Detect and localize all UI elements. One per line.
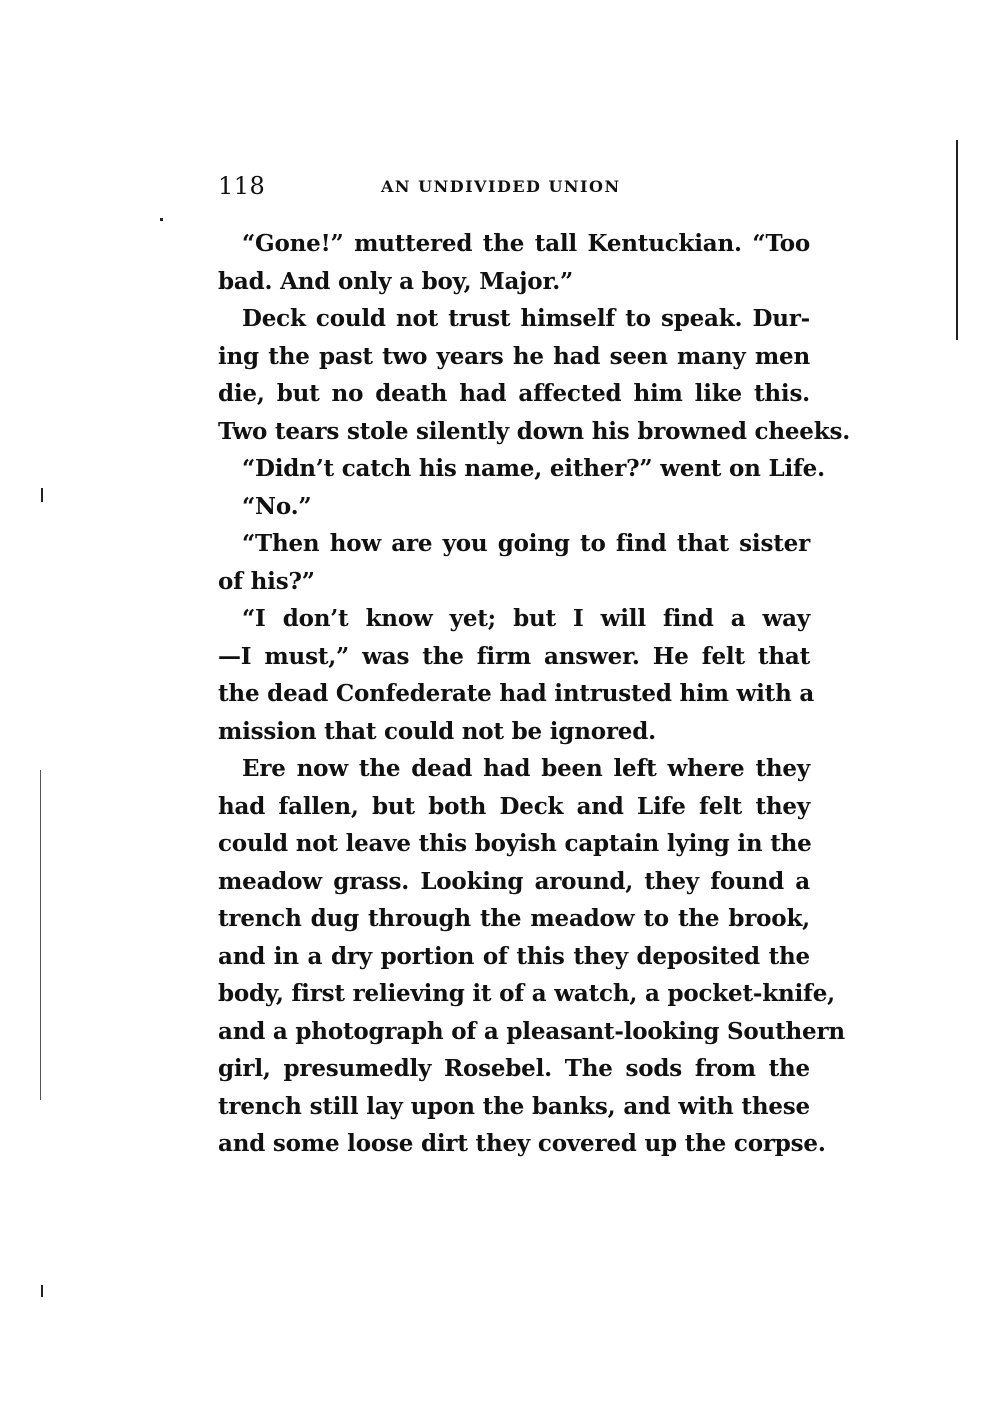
text-line: and a photograph of a pleasant-looking Southern (218, 1017, 845, 1045)
page-number: 118 (218, 172, 266, 200)
text-line: bad. And only a boy, Major.” (218, 267, 574, 295)
text-line: “No.” (242, 492, 312, 520)
text-line: the dead Confederate had intrusted him with a (218, 680, 815, 707)
text-line: could not leave this boyish captain lying in the (218, 830, 812, 857)
text-line: ing the past two years he had seen many men (218, 342, 810, 370)
text-line: “Gone!” muttered the tall Kentuckian. “Too (242, 230, 810, 257)
text-line: “Didn’t catch his name, either?” went on Life. (242, 455, 825, 482)
text-line: meadow grass. Looking around, they found a (218, 867, 810, 895)
text-line: body, first relieving it of a watch, a pocket-knife, (218, 980, 835, 1007)
left-edge-tick (41, 1285, 43, 1297)
text-line: —I must,” was the firm answer. He felt that (218, 642, 810, 670)
text-line: girl, presumedly Rosebel. The sods from the (218, 1055, 810, 1082)
text-line: trench dug through the meadow to the brook, (218, 905, 810, 932)
text-line: trench still lay upon the banks, and with these (218, 1092, 810, 1120)
text-line: had fallen, but both Deck and Life felt they (218, 792, 810, 820)
text-line: of his?” (218, 567, 315, 595)
left-edge-line (40, 770, 41, 1100)
text-line: “I don’t know yet; but I will find a way (242, 605, 810, 632)
text-line: Ere now the dead had been left where they (242, 755, 810, 782)
text-line: and in a dry portion of this they deposited the (218, 942, 810, 970)
left-edge-tick (41, 488, 43, 502)
text-line: Two tears stole silently down his browned cheeks. (218, 417, 851, 445)
scan-dot (160, 218, 163, 221)
page-header (218, 172, 810, 204)
right-edge-line (956, 140, 958, 340)
text-line: die, but no death had affected him like this. (218, 380, 810, 407)
body-text (218, 225, 851, 1163)
text-line: mission that could not be ignored. (218, 717, 656, 745)
text-line: “Then how are you going to find that sister (242, 530, 810, 557)
running-title: AN UNDIVIDED UNION (381, 177, 621, 196)
text-line: and some loose dirt they covered up the corpse. (218, 1130, 826, 1157)
text-line: Deck could not trust himself to speak. Dur- (242, 305, 810, 332)
